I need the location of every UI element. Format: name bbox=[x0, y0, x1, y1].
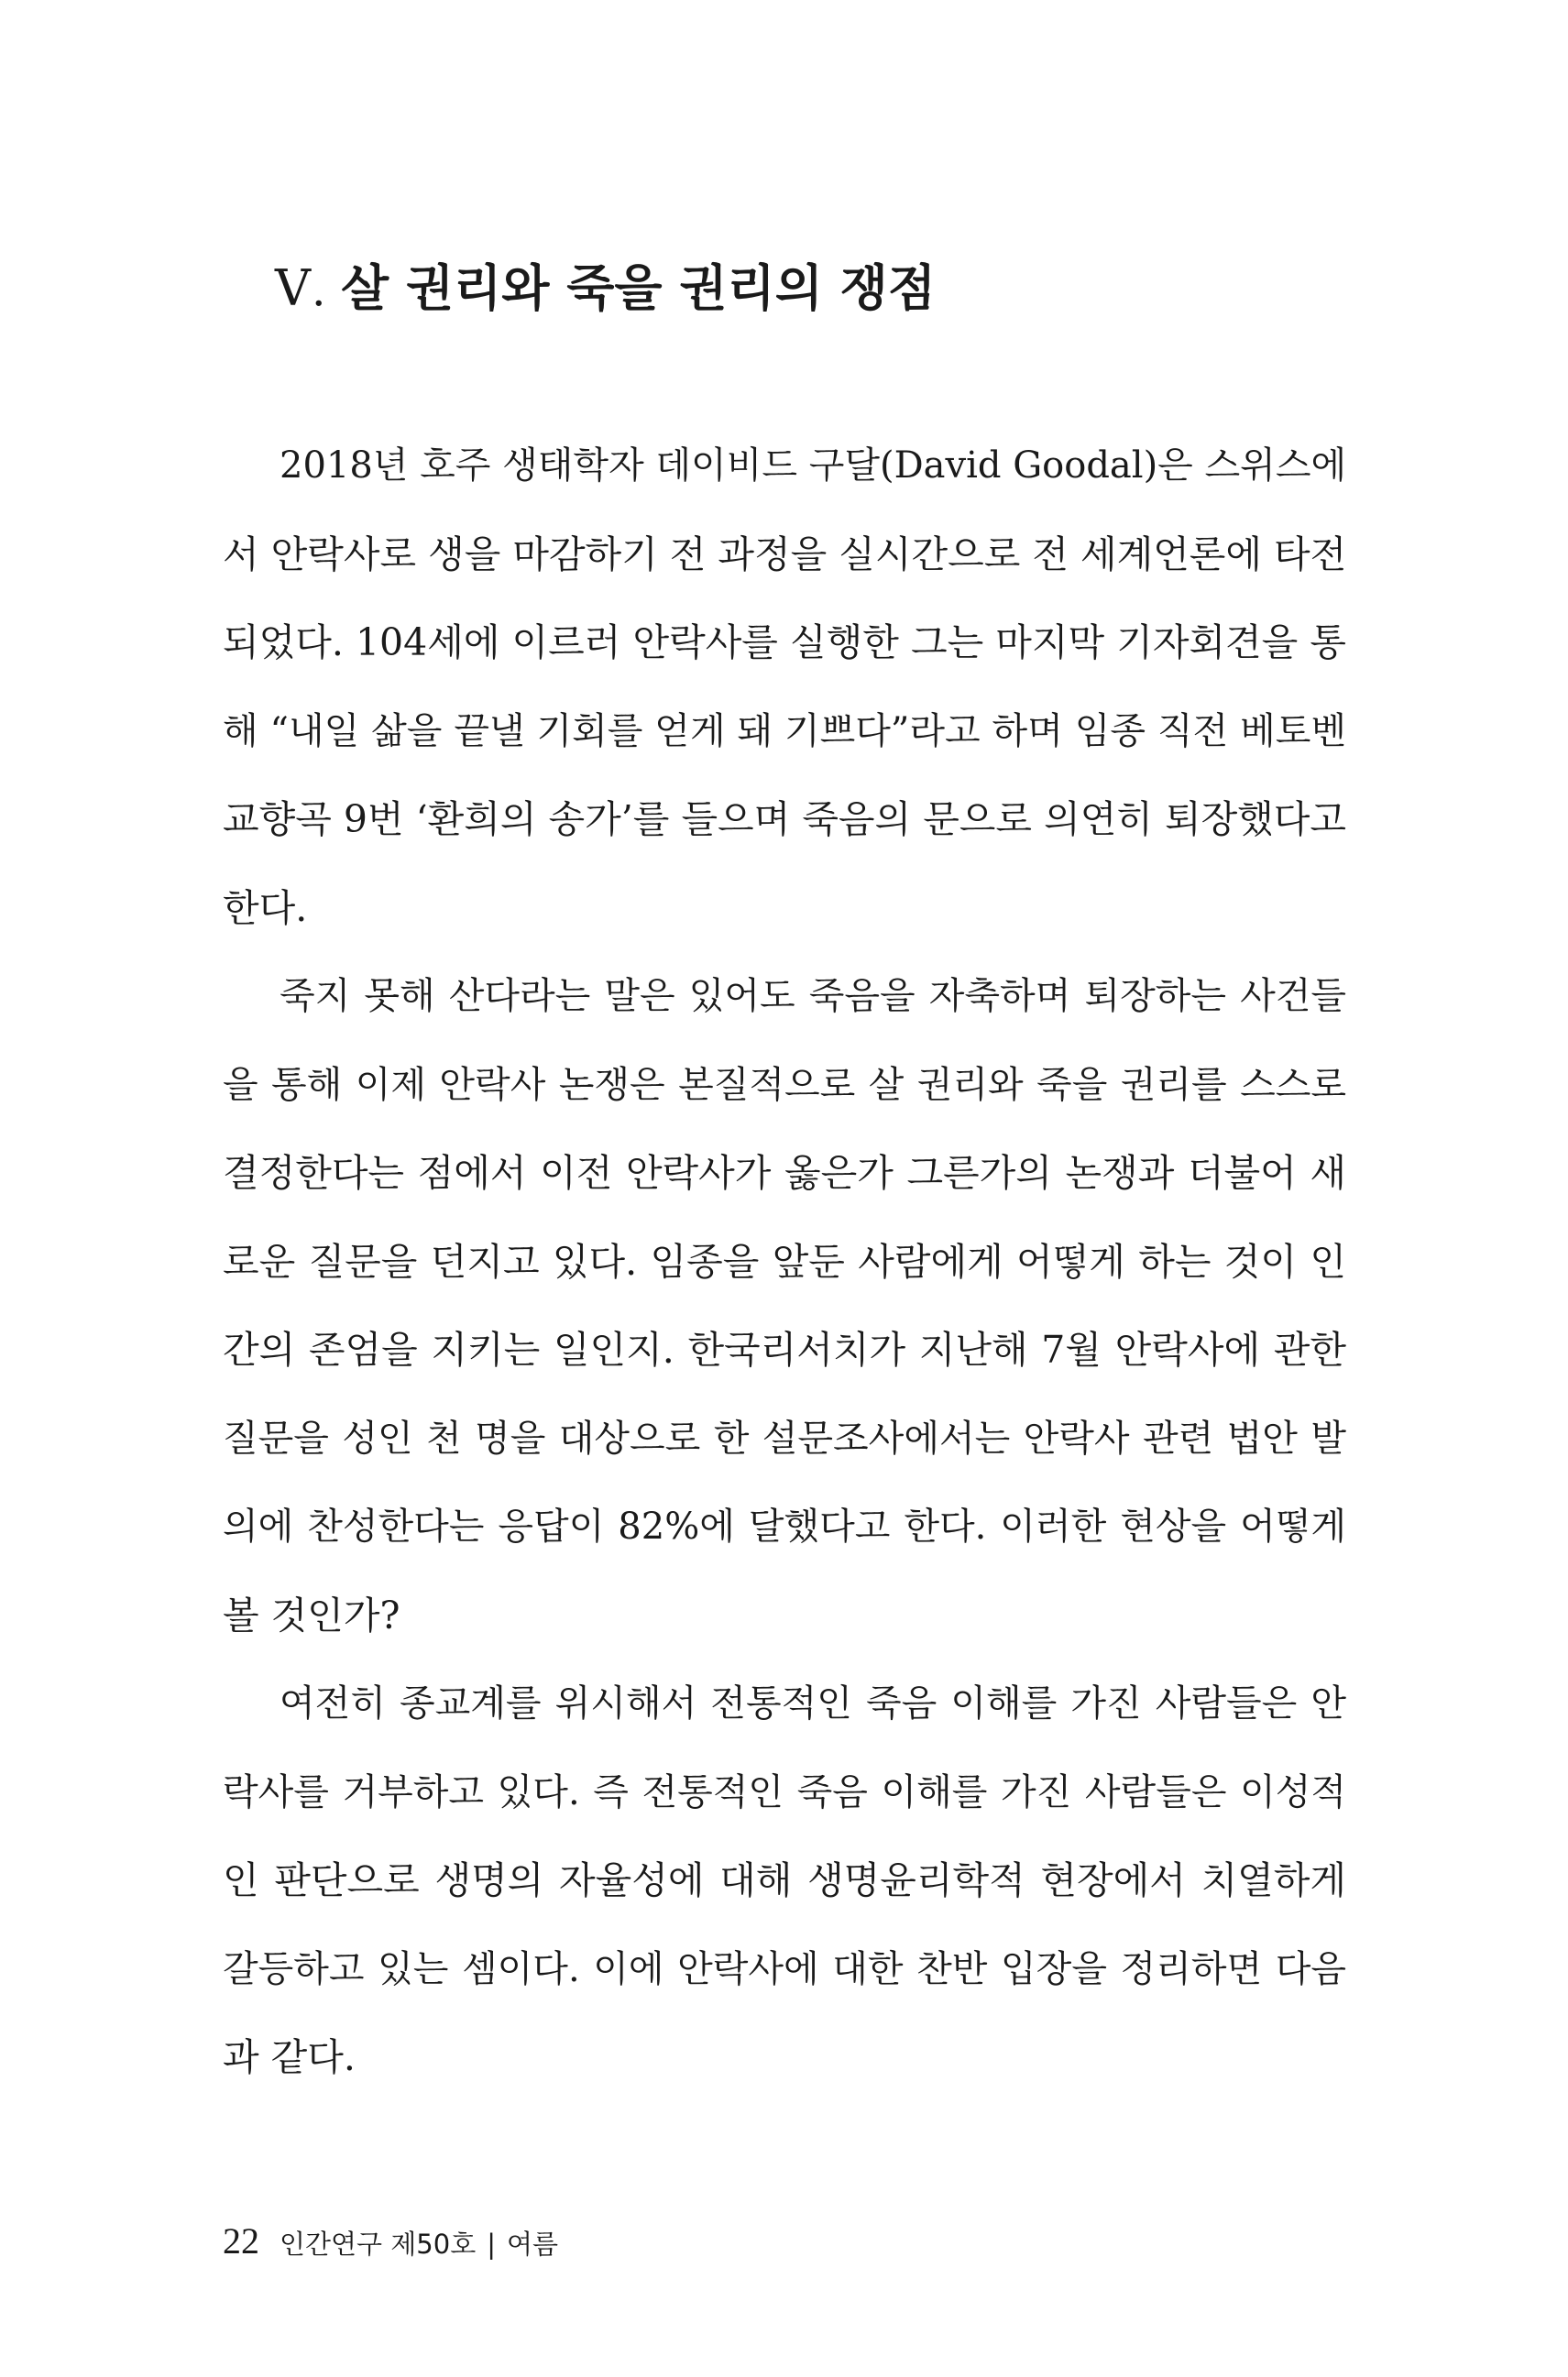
text-line: 서 안락사로 생을 마감하기 전 과정을 실시간으로 전 세계언론에 타전 bbox=[223, 531, 1347, 576]
text-line: 교향곡 9번 ‘환희의 송가’를 들으며 죽음의 문으로 의연히 퇴장했다고 bbox=[223, 797, 1346, 841]
text-line: 해 “내일 삶을 끝낼 기회를 얻게 돼 기쁘다”라고 하며 임종 직전 베토벤 bbox=[223, 709, 1346, 752]
text-line: 볼 것인가? bbox=[223, 1593, 400, 1638]
body-text bbox=[223, 422, 1346, 2102]
text-line: 락사를 거부하고 있다. 즉 전통적인 죽음 이해를 가진 사람들은 이성적 bbox=[223, 1770, 1346, 1813]
text-line: 과 같다. bbox=[223, 2035, 356, 2079]
page-number: 22 bbox=[223, 2220, 259, 2262]
text-line: 갈등하고 있는 셈이다. 이에 안락사에 대한 찬반 입장을 정리하면 다음 bbox=[223, 1947, 1346, 1990]
journal-title: 인간연구 제50호 bbox=[280, 2229, 477, 2260]
text-line: 을 통해 이제 안락사 논쟁은 본질적으로 살 권리와 죽을 권리를 스스로 bbox=[223, 1063, 1346, 1106]
text-line: 간의 존엄을 지키는 일인지. 한국리서치가 지난해 7월 안락사에 관한 bbox=[223, 1328, 1346, 1372]
text-line: 질문을 성인 천 명을 대상으로 한 설문조사에서는 안락사 관련 법안 발 bbox=[223, 1417, 1346, 1460]
text-line: 여전히 종교계를 위시해서 전통적인 죽음 이해를 가진 사람들은 안 bbox=[280, 1682, 1346, 1725]
text-line: 로운 질문을 던지고 있다. 임종을 앞둔 사람에게 어떻게 하는 것이 인 bbox=[223, 1239, 1346, 1284]
text-line: 인 판단으로 생명의 자율성에 대해 생명윤리학적 현장에서 치열하게 bbox=[223, 1858, 1346, 1902]
page-footer bbox=[223, 2219, 558, 2265]
section-title: 살 권리와 죽을 권리의 쟁점 bbox=[341, 259, 937, 317]
text-line: 죽지 못해 산다라는 말은 있어도 죽음을 자축하며 퇴장하는 사건들 bbox=[280, 975, 1346, 1017]
text-line: 결정한다는 점에서 이전 안락사가 옳은가 그른가의 논쟁과 더불어 새 bbox=[223, 1151, 1346, 1195]
text-line: 2018년 호주 생태학자 데이비드 구달(David Goodal)은 스위스에 bbox=[280, 444, 1347, 487]
text-line: 의에 찬성한다는 응답이 82%에 달했다고 한다. 이러한 현상을 어떻게 bbox=[223, 1506, 1346, 1548]
text-line: 되었다. 104세에 이르러 안락사를 실행한 그는 마지막 기자회견을 통 bbox=[223, 620, 1346, 664]
section-numeral: Ⅴ. bbox=[275, 261, 341, 316]
footer-separator: | bbox=[487, 2229, 496, 2260]
section-heading bbox=[275, 258, 936, 319]
issue-season: 여름 bbox=[507, 2229, 559, 2260]
text-line: 한다. bbox=[223, 885, 308, 930]
